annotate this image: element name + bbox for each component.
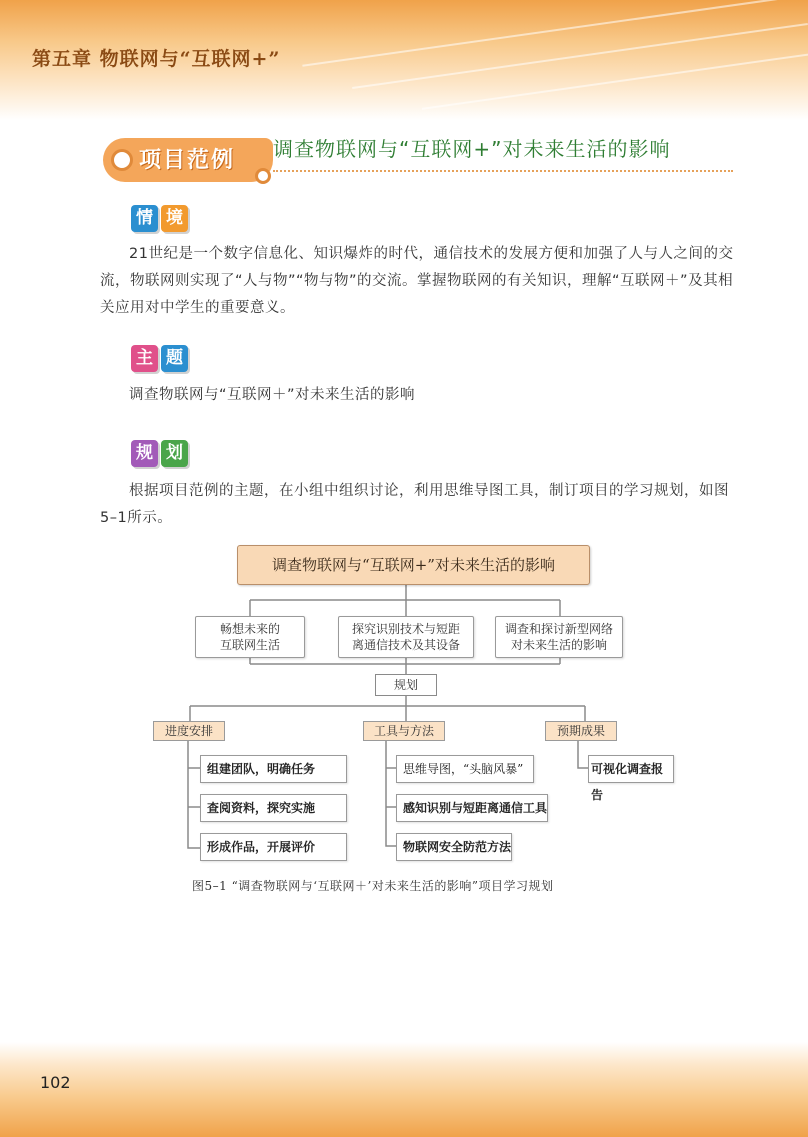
mindmap-root: 调查物联网与“互联网+”对未来生活的影响 xyxy=(237,545,590,585)
chapter-title: 第五章 物联网与“互联网+” xyxy=(32,48,281,70)
mindmap-topic xyxy=(495,616,623,658)
mindmap-branch-label: 预期成果 xyxy=(545,721,617,741)
figure-caption: 图5–1 “调查物联网与‘互联网＋’对未来生活的影响”项目学习规划 xyxy=(192,879,554,893)
page-number: 102 xyxy=(40,1073,71,1092)
project-title: 调查物联网与“互联网+”对未来生活的影响 xyxy=(273,137,671,161)
tag-char: 划 xyxy=(161,440,188,467)
situation-text: 21世纪是一个数字信息化、知识爆炸的时代，通信技术的发展方便和加强了人与人之间的交流，物联网则实现了“人与物”“物与物”的交流。掌握物联网的有关知识，理解“互联网＋”及其相关应用对中学生的重要意义。 xyxy=(100,246,734,316)
topic-line: 离通信技术及其设备 xyxy=(351,638,460,652)
mindmap-leaf: 查阅资料，探究实施 xyxy=(200,794,347,822)
theme-text: 调查物联网与“互联网＋”对未来生活的影响 xyxy=(129,387,416,403)
mindmap-topic xyxy=(195,616,305,658)
topic-line: 调查和探讨新型网络 xyxy=(504,622,613,636)
topic-line: 对未来生活的影响 xyxy=(510,638,607,652)
tag-char: 境 xyxy=(161,205,188,232)
mindmap-leaf: 思维导图，“头脑风暴” xyxy=(396,755,534,783)
plan-text: 根据项目范例的主题，在小组中组织讨论，利用思维导图工具，制订项目的学习规划，如图5–1所示。 xyxy=(100,483,729,526)
mindmap-plan-node: 规划 xyxy=(375,674,437,696)
mindmap-leaf: 可视化调查报告 xyxy=(588,755,674,783)
mindmap-leaf: 物联网安全防范方法 xyxy=(396,833,512,861)
topic-line: 互联网生活 xyxy=(219,638,280,652)
mindmap-branch-label: 进度安排 xyxy=(153,721,225,741)
tag-char: 规 xyxy=(131,440,158,467)
tag-char: 题 xyxy=(161,345,188,372)
project-badge-label: 项目范例 xyxy=(139,147,236,173)
mindmap-topic xyxy=(338,616,474,658)
mindmap-leaf: 感知识别与短距离通信工具 xyxy=(396,794,548,822)
topic-line: 探究识别技术与短距 xyxy=(351,622,460,636)
footer-band xyxy=(0,1042,808,1137)
tag-char: 情 xyxy=(131,205,158,232)
tag-char: 主 xyxy=(131,345,158,372)
mindmap-leaf: 组建团队，明确任务 xyxy=(200,755,347,783)
topic-line: 畅想未来的 xyxy=(219,622,280,636)
mindmap-branch-label: 工具与方法 xyxy=(363,721,445,741)
mindmap-leaf: 形成作品，开展评价 xyxy=(200,833,347,861)
